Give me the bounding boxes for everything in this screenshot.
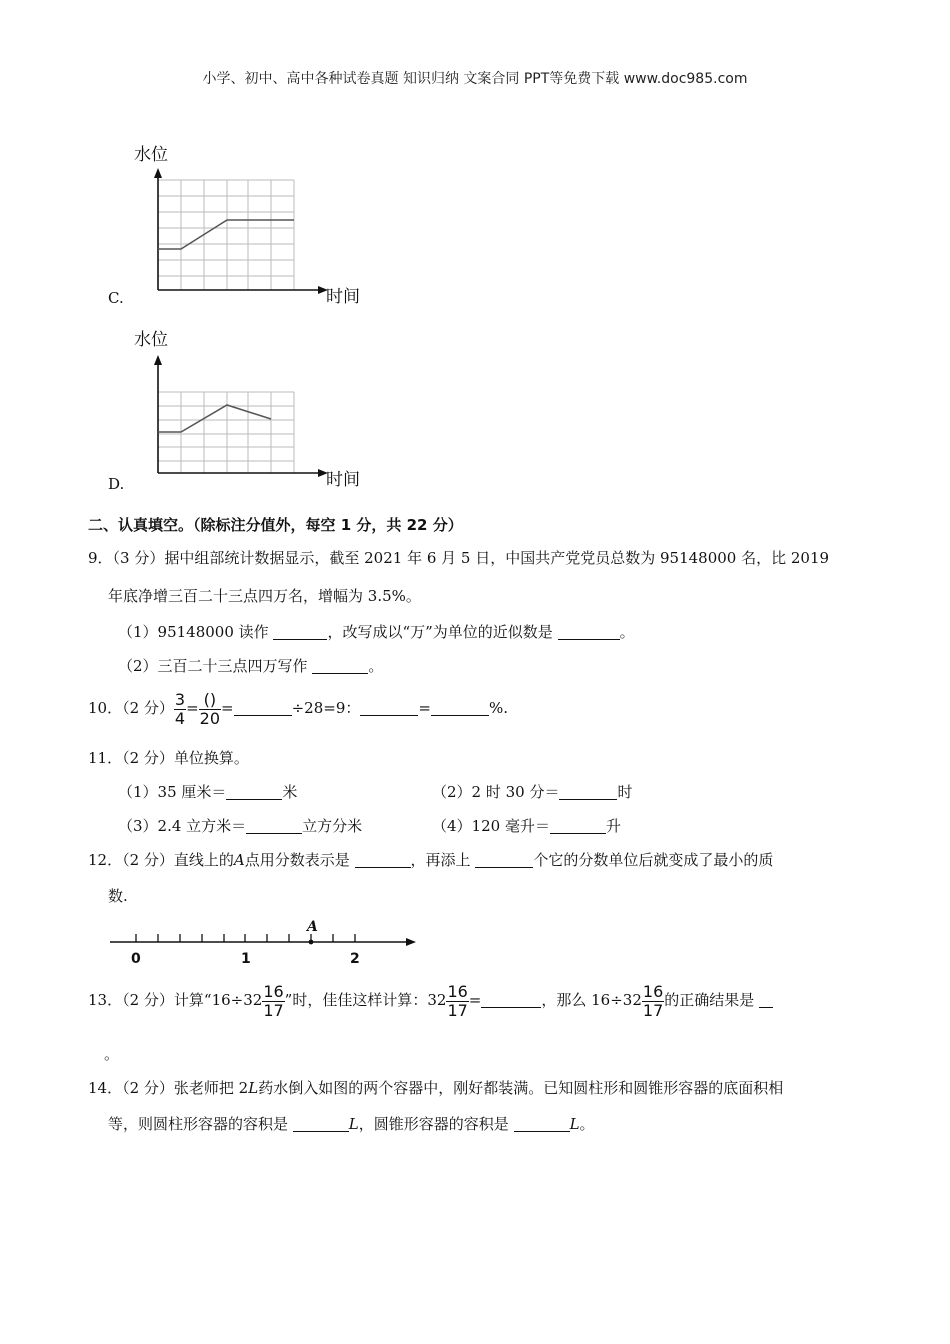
- option-d-graph: [128, 325, 378, 495]
- answer-blank[interactable]: [431, 700, 489, 716]
- answer-blank[interactable]: [226, 784, 282, 800]
- answer-blank[interactable]: [234, 700, 292, 716]
- option-c-label: C.: [108, 289, 124, 307]
- fraction: $\frac{()}{20}$: [199, 689, 221, 728]
- option-c-graph: [128, 140, 378, 310]
- q13-end: 。: [104, 1045, 120, 1063]
- answer-blank[interactable]: [312, 658, 368, 674]
- answer-blank[interactable]: [360, 700, 418, 716]
- y-axis-label: 水位: [134, 145, 168, 165]
- q11-s2: （2）2 时 30 分＝ 时: [432, 783, 633, 801]
- q11-s4: （4）120 毫升＝ 升: [432, 817, 621, 835]
- fraction: $\frac{16}{17}$: [263, 981, 284, 1020]
- fraction: $\frac{16}{17}$: [447, 981, 468, 1020]
- q10-line: 10．（2 分） $\frac{3}{4}$ = $\frac{()}{20}$ = ÷28=9： = %.: [88, 689, 508, 728]
- answer-blank[interactable]: [293, 1116, 349, 1132]
- x-axis-label: 时间: [326, 287, 360, 307]
- answer-blank[interactable]: [475, 852, 533, 868]
- q9-line2: 年底净增三百二十三点四万名，增幅为 3.5%。: [108, 587, 421, 605]
- tick-label-2: 2: [350, 951, 360, 967]
- y-axis-label: 水位: [134, 330, 168, 350]
- fraction: $\frac{3}{4}$: [174, 689, 186, 728]
- q9-sub2: （2）三百二十三点四万写作 。: [118, 657, 384, 675]
- answer-blank[interactable]: [558, 624, 620, 640]
- answer-blank[interactable]: [246, 818, 302, 834]
- fraction: $\frac{16}{17}$: [642, 981, 664, 1020]
- q14-line1: 14．（2 分）张老师把 2L药水倒入如图的两个容器中，刚好都装满。已知圆柱形和圆锥形容器的底面积相: [88, 1079, 784, 1097]
- q14-line2: 等，则圆柱形容器的容积是 L，圆锥形容器的容积是 L。: [108, 1115, 595, 1133]
- tick-label-1: 1: [241, 951, 251, 967]
- q11-title: 11．（2 分）单位换算。: [88, 749, 249, 767]
- option-d-label: D.: [108, 475, 125, 493]
- page-header: 小学、初中、高中各种试卷真题 知识归纳 文案合同 PPT等免费下载 www.doc985.com: [202, 71, 748, 87]
- q11-s1: （1）35 厘米＝ 米: [118, 783, 298, 801]
- q13-line: 13．（2 分）计算“16÷32 $\frac{16}{17}$ ”时，佳佳这样计算：32 $\frac{16}{17}$ = ，那么 16÷32 $\frac{16}{17}$ 的正确结果是: [88, 980, 773, 1020]
- point-a: [309, 940, 314, 945]
- tick-label-0: 0: [131, 951, 141, 967]
- answer-blank[interactable]: [550, 818, 606, 834]
- q12-line2: 数.: [108, 887, 128, 905]
- section-title: 二、认真填空。（除标注分值外，每空 1 分，共 22 分）: [88, 516, 463, 534]
- answer-blank[interactable]: [355, 852, 411, 868]
- q9-sub1: （1）95148000 读作 ，改写成以“万”为单位的近似数是 。: [118, 623, 635, 641]
- answer-blank[interactable]: [514, 1116, 570, 1132]
- answer-blank[interactable]: [759, 992, 773, 1008]
- q9-line1: 9．（3 分）据中组部统计数据显示，截至 2021 年 6 月 5 日，中国共产党党员总数为 95148000 名，比 2019: [88, 549, 830, 567]
- answer-blank[interactable]: [273, 624, 327, 640]
- number-line: [104, 914, 424, 974]
- x-axis-label: 时间: [326, 470, 360, 490]
- point-a-label: A: [307, 919, 318, 935]
- q11-s3: （3）2.4 立方米＝ 立方分米: [118, 817, 363, 835]
- answer-blank[interactable]: [481, 992, 541, 1008]
- q12-line1: 12．（2 分）直线上的A点用分数表示是 ，再添上 个它的分数单位后就变成了最小的质: [88, 851, 774, 869]
- answer-blank[interactable]: [559, 784, 617, 800]
